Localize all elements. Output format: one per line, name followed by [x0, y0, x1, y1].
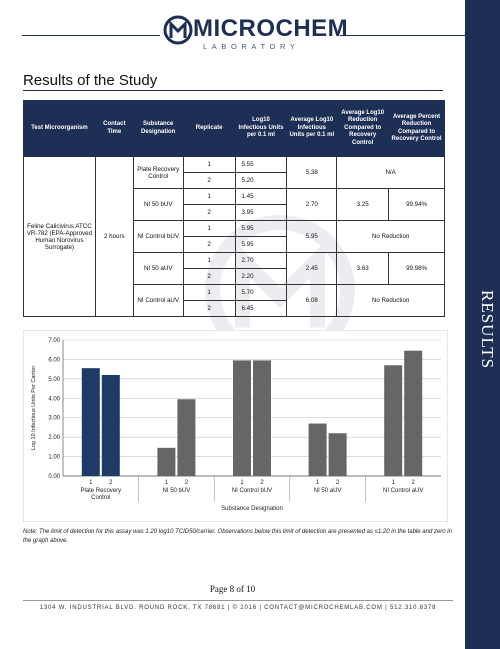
x-tick-label: 2 [260, 480, 264, 486]
header-rule-right [340, 35, 477, 36]
log-value-cell: 3.95 [235, 205, 287, 221]
log-reduction-cell: 3.25 [337, 189, 389, 221]
replicate-cell: 1 [183, 253, 235, 269]
x-tick-label: 1 [391, 480, 395, 486]
contact-time-cell: 2 hours [95, 157, 133, 317]
replicate-cell: 1 [183, 157, 235, 173]
y-tick-label: 0.00 [48, 474, 60, 480]
header-test-microorganism: Test Microorganism [24, 101, 96, 157]
log-value-cell: 5.95 [235, 237, 287, 253]
substance-cell: NI 50 bUV [133, 189, 183, 221]
log-reduction-cell: 3.63 [337, 253, 389, 285]
log-value-cell: 2.20 [235, 269, 287, 285]
log-value-cell: 6.45 [235, 301, 287, 317]
header-replicate: Replicate [183, 101, 235, 157]
replicate-cell: 2 [183, 269, 235, 285]
percent-reduction-cell: 99.94% [389, 189, 445, 221]
header-rule-left [22, 35, 160, 36]
log-value-cell: 5.95 [235, 221, 287, 237]
log-value-cell: 5.70 [235, 285, 287, 301]
y-tick-label: 7.00 [48, 338, 60, 344]
logo-emblem-icon [163, 14, 193, 46]
replicate-cell: 1 [183, 189, 235, 205]
x-group-label: Plate Recovery [80, 488, 122, 494]
header-log-reduction: Average Log10 Reduction Compared to Recovery Control [337, 101, 389, 157]
company-logo [163, 14, 349, 54]
bar [233, 360, 251, 476]
average-log-cell: 5.95 [287, 221, 337, 253]
average-log-cell: 6.08 [287, 285, 337, 317]
bar [157, 448, 175, 476]
x-tick-label: 2 [184, 480, 189, 486]
x-tick-label: 1 [240, 480, 244, 486]
log-value-cell: 2.70 [235, 253, 287, 269]
y-tick-label: 6.00 [48, 357, 60, 364]
footer-rule [23, 600, 453, 601]
x-group-label: NI Control bUV [231, 488, 273, 494]
header-log-units: Log10 Infectious Units per 0.1 ml [235, 101, 287, 157]
average-log-cell: 5.38 [287, 157, 337, 189]
log-value-cell: 1.45 [235, 189, 287, 205]
reduction-merged-cell: No Reduction [337, 221, 445, 253]
section-underline [23, 90, 443, 91]
bar [177, 399, 195, 476]
results-bar-chart [23, 330, 448, 522]
table-body [24, 157, 445, 317]
page-number: Page 8 of 10 [209, 584, 256, 594]
substance-cell: NI 50 aUV [133, 253, 183, 285]
log-value-cell: 5.55 [235, 157, 287, 173]
header-percent-reduction: Average Percent Reduction Compared to Recovery Control [389, 101, 445, 157]
x-group-label: NI 50 bUV [162, 488, 191, 494]
substance-cell: NI Control bUV [133, 221, 183, 253]
header-average-log: Average Log10 Infectious Units per 0.1 ml [287, 101, 337, 157]
x-tick-label: 2 [335, 480, 340, 486]
x-tick-label: 2 [109, 480, 113, 486]
replicate-cell: 2 [183, 173, 235, 189]
y-tick-label: 3.00 [48, 415, 60, 422]
header-contact-time: Contact Time [95, 101, 133, 157]
bar [404, 351, 422, 476]
table-row [24, 157, 445, 173]
y-tick-label: 2.00 [48, 435, 60, 442]
side-tab-label: RESULTS [478, 290, 497, 370]
results-table [23, 100, 445, 317]
bar [82, 368, 100, 476]
x-group-label: NI 50 aUV [313, 488, 342, 494]
x-tick-label: 2 [411, 480, 415, 486]
y-tick-label: 4.00 [48, 396, 60, 403]
header-substance: Substance Designation [133, 101, 183, 157]
logo-subtitle: LABORATORY [203, 42, 300, 51]
substance-cell: NI Control aUV [133, 285, 183, 317]
bar [102, 375, 120, 476]
x-group-label: Control [91, 495, 111, 501]
detection-limit-note: Note: The limit of detection for this assay was 1.20 log10 TCID50/carrier. Observations below this limit of detection are presented as ≤1.20 in the table and zero in the graph above. [23, 529, 452, 544]
average-log-cell: 2.70 [287, 189, 337, 221]
bar [329, 433, 347, 476]
replicate-cell: 1 [183, 221, 235, 237]
replicate-cell: 2 [183, 205, 235, 221]
y-tick-label: 1.00 [48, 454, 60, 461]
x-tick-label: 1 [315, 480, 320, 486]
x-tick-label: 1 [89, 480, 93, 486]
substance-cell: Plate Recovery Control [133, 157, 183, 189]
footer-contact: 1304 W. INDUSTRIAL BLVD. ROUND ROCK, TX 78681 | © 2016 | CONTACT@MICROCHEMLAB.COM | 512.310.8378 [39, 605, 437, 611]
y-axis-title: Log 10 Infectious Units Per Carrier [31, 365, 37, 451]
bar [253, 360, 271, 476]
logo-name: MICROCHEM [193, 15, 349, 42]
average-log-cell: 2.45 [287, 253, 337, 285]
log-value-cell: 5.20 [235, 173, 287, 189]
replicate-cell: 2 [183, 301, 235, 317]
reduction-merged-cell: No Reduction [337, 285, 445, 317]
percent-reduction-cell: 99.98% [389, 253, 445, 285]
replicate-cell: 1 [183, 285, 235, 301]
section-title: Results of the Study [23, 72, 158, 89]
x-tick-label: 1 [164, 480, 169, 486]
y-tick-label: 5.00 [48, 376, 60, 383]
x-axis-title: Substance Designation [221, 506, 283, 512]
microorganism-cell: Feline Calicivirus ATCC VR-782 (EPA-Approved Human Norovirus Surrogate) [24, 157, 96, 317]
bar [384, 365, 402, 476]
bar [309, 424, 327, 476]
table-header-row [24, 101, 445, 157]
replicate-cell: 2 [183, 237, 235, 253]
x-group-label: NI Control aUV [383, 488, 424, 494]
reduction-merged-cell: N/A [337, 157, 445, 189]
